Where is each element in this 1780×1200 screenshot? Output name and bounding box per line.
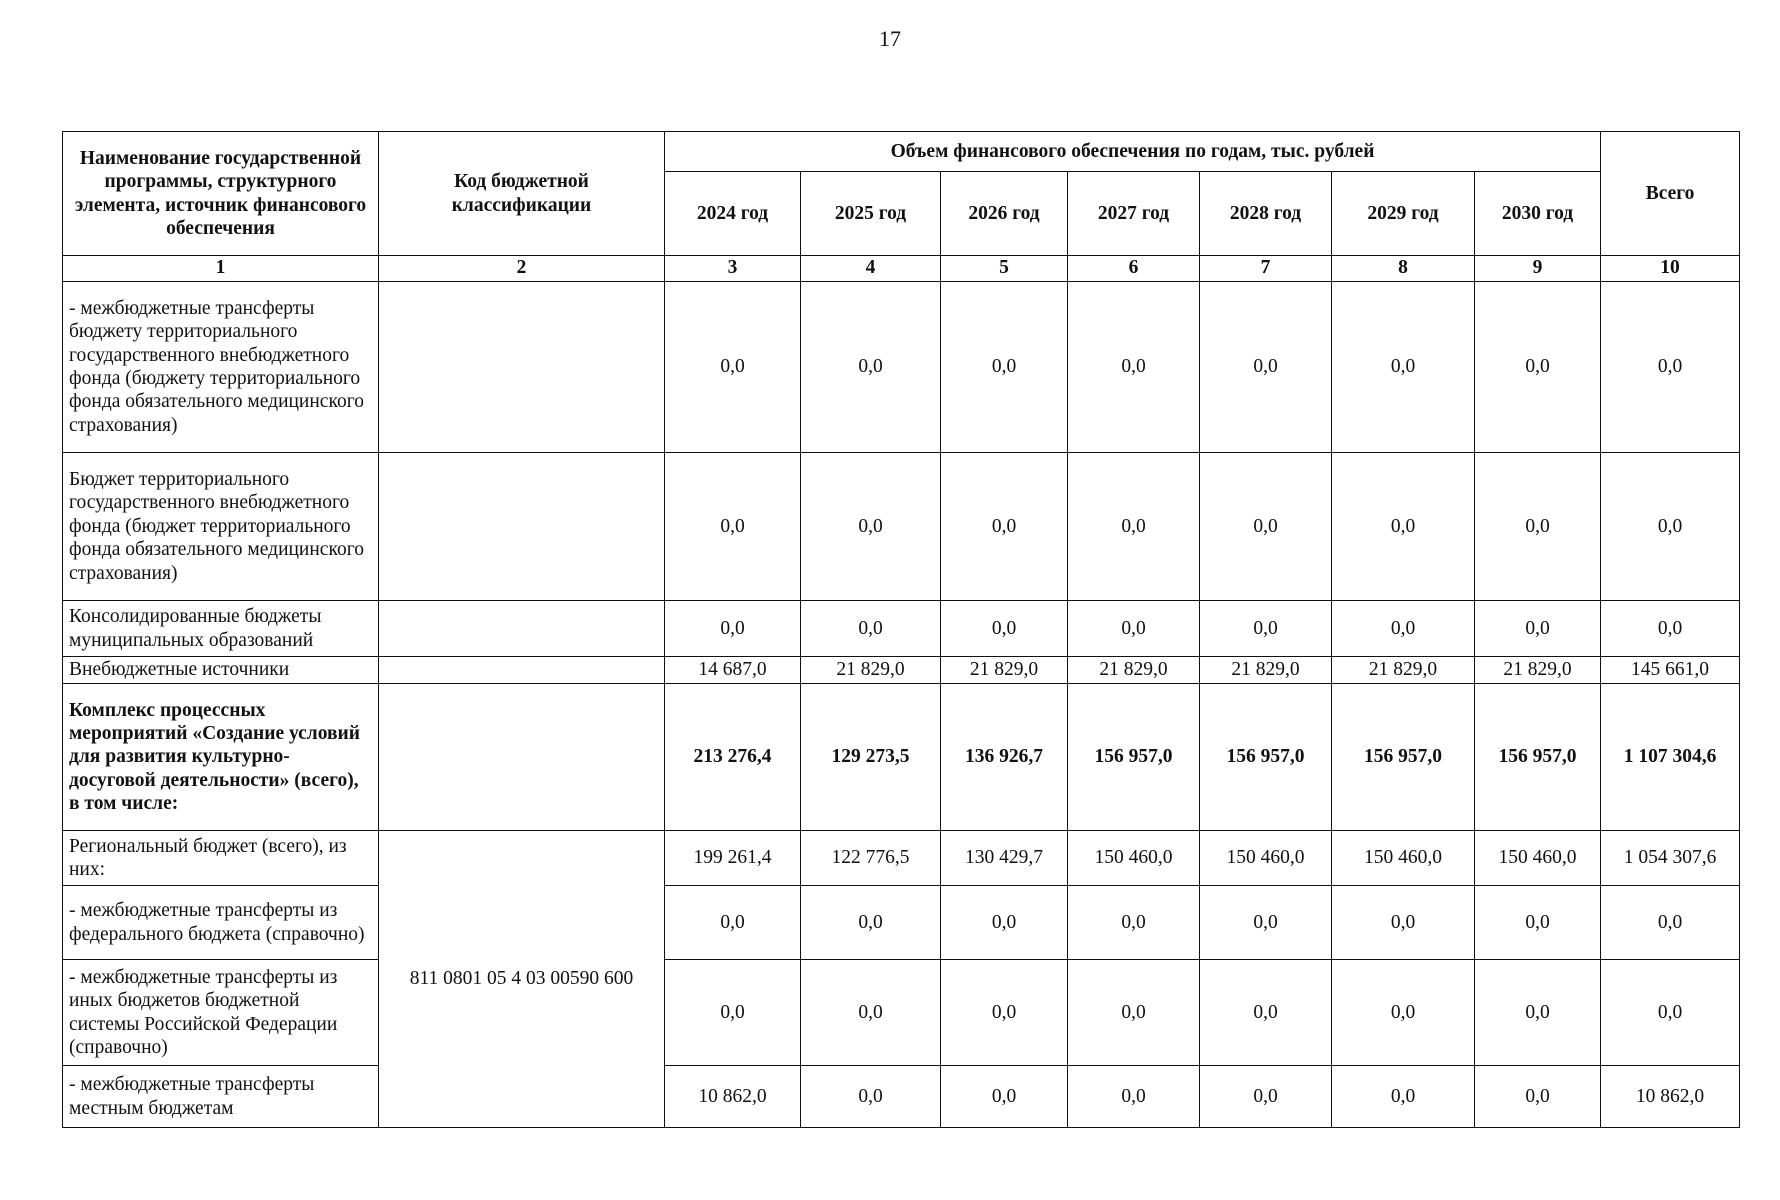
total-cell: 0,0 bbox=[1601, 282, 1740, 453]
value-cell: 21 829,0 bbox=[1475, 657, 1601, 684]
value-cell: 150 460,0 bbox=[1068, 831, 1200, 886]
column-index: 10 bbox=[1601, 256, 1740, 282]
value-cell: 213 276,4 bbox=[665, 684, 801, 831]
row-name: - межбюджетные трансферты из федерального бюджета (справочно) bbox=[63, 886, 379, 960]
value-cell: 0,0 bbox=[1200, 601, 1332, 657]
value-cell: 0,0 bbox=[1332, 601, 1475, 657]
header-year: 2027 год bbox=[1068, 172, 1200, 256]
column-index: 6 bbox=[1068, 256, 1200, 282]
value-cell: 156 957,0 bbox=[1475, 684, 1601, 831]
row-code bbox=[379, 453, 665, 601]
header-year: 2028 год bbox=[1200, 172, 1332, 256]
table-row bbox=[63, 657, 1740, 684]
row-name: Внебюджетные источники bbox=[63, 657, 379, 684]
value-cell: 0,0 bbox=[1475, 886, 1601, 960]
value-cell: 0,0 bbox=[665, 282, 801, 453]
table-row bbox=[63, 282, 1740, 453]
value-cell: 0,0 bbox=[1332, 1066, 1475, 1128]
value-cell: 0,0 bbox=[1200, 960, 1332, 1066]
value-cell: 0,0 bbox=[1200, 453, 1332, 601]
value-cell: 0,0 bbox=[1068, 1066, 1200, 1128]
row-code bbox=[379, 657, 665, 684]
value-cell: 0,0 bbox=[801, 886, 941, 960]
value-cell: 122 776,5 bbox=[801, 831, 941, 886]
row-name: Региональный бюджет (всего), из них: bbox=[63, 831, 379, 886]
value-cell: 0,0 bbox=[941, 886, 1068, 960]
value-cell: 0,0 bbox=[1475, 1066, 1601, 1128]
value-cell: 0,0 bbox=[1068, 453, 1200, 601]
value-cell: 0,0 bbox=[1332, 960, 1475, 1066]
value-cell: 0,0 bbox=[941, 1066, 1068, 1128]
column-index: 2 bbox=[379, 256, 665, 282]
row-name: - межбюджетные трансферты местным бюджетам bbox=[63, 1066, 379, 1128]
total-cell: 0,0 bbox=[1601, 960, 1740, 1066]
value-cell: 156 957,0 bbox=[1200, 684, 1332, 831]
value-cell: 0,0 bbox=[941, 282, 1068, 453]
value-cell: 156 957,0 bbox=[1068, 684, 1200, 831]
header-year: 2029 год bbox=[1332, 172, 1475, 256]
value-cell: 150 460,0 bbox=[1475, 831, 1601, 886]
value-cell: 150 460,0 bbox=[1200, 831, 1332, 886]
value-cell: 0,0 bbox=[801, 1066, 941, 1128]
column-index: 4 bbox=[801, 256, 941, 282]
value-cell: 0,0 bbox=[801, 601, 941, 657]
value-cell: 21 829,0 bbox=[1332, 657, 1475, 684]
column-index: 9 bbox=[1475, 256, 1601, 282]
value-cell: 0,0 bbox=[1068, 601, 1200, 657]
value-cell: 21 829,0 bbox=[941, 657, 1068, 684]
total-cell: 0,0 bbox=[1601, 886, 1740, 960]
value-cell: 0,0 bbox=[1200, 886, 1332, 960]
value-cell: 21 829,0 bbox=[1068, 657, 1200, 684]
table-row bbox=[63, 453, 1740, 601]
value-cell: 21 829,0 bbox=[1200, 657, 1332, 684]
value-cell: 0,0 bbox=[941, 453, 1068, 601]
column-index: 5 bbox=[941, 256, 1068, 282]
column-index: 1 bbox=[63, 256, 379, 282]
value-cell: 0,0 bbox=[1332, 886, 1475, 960]
value-cell: 0,0 bbox=[1068, 886, 1200, 960]
value-cell: 0,0 bbox=[801, 960, 941, 1066]
total-cell: 0,0 bbox=[1601, 453, 1740, 601]
page-number: 17 bbox=[879, 26, 901, 51]
total-cell: 10 862,0 bbox=[1601, 1066, 1740, 1128]
total-cell: 1 107 304,6 bbox=[1601, 684, 1740, 831]
row-code bbox=[379, 601, 665, 657]
value-cell: 0,0 bbox=[1200, 1066, 1332, 1128]
financing-table bbox=[62, 131, 1740, 1128]
value-cell: 0,0 bbox=[1475, 960, 1601, 1066]
row-name: Бюджет территориального государственного внебюджетного фонда (бюджет территориального фонда обязательного медицинского страхования) bbox=[63, 453, 379, 601]
value-cell: 129 273,5 bbox=[801, 684, 941, 831]
header-name: Наименование государственной программы, структурного элемента, источник финансового обеспечения bbox=[63, 132, 379, 256]
value-cell: 150 460,0 bbox=[1332, 831, 1475, 886]
value-cell: 130 429,7 bbox=[941, 831, 1068, 886]
value-cell: 0,0 bbox=[801, 282, 941, 453]
header-volume: Объем финансового обеспечения по годам, тыс. рублей bbox=[665, 132, 1601, 172]
header-year: 2025 год bbox=[801, 172, 941, 256]
table-row bbox=[63, 601, 1740, 657]
table-row bbox=[63, 886, 1740, 960]
table-row bbox=[63, 960, 1740, 1066]
total-cell: 145 661,0 bbox=[1601, 657, 1740, 684]
value-cell: 199 261,4 bbox=[665, 831, 801, 886]
value-cell: 0,0 bbox=[1200, 282, 1332, 453]
row-code bbox=[379, 282, 665, 453]
header-year: 2030 год bbox=[1475, 172, 1601, 256]
value-cell: 21 829,0 bbox=[801, 657, 941, 684]
value-cell: 0,0 bbox=[665, 886, 801, 960]
value-cell: 0,0 bbox=[941, 601, 1068, 657]
column-index: 7 bbox=[1200, 256, 1332, 282]
value-cell: 0,0 bbox=[1332, 453, 1475, 601]
total-cell: 0,0 bbox=[1601, 601, 1740, 657]
value-cell: 10 862,0 bbox=[665, 1066, 801, 1128]
header-code: Код бюджетной классификации bbox=[379, 132, 665, 256]
value-cell: 14 687,0 bbox=[665, 657, 801, 684]
value-cell: 0,0 bbox=[801, 453, 941, 601]
row-name: - межбюджетные трансферты из иных бюджетов бюджетной системы Российской Федерации (справочно) bbox=[63, 960, 379, 1066]
total-cell: 1 054 307,6 bbox=[1601, 831, 1740, 886]
value-cell: 0,0 bbox=[665, 960, 801, 1066]
value-cell: 156 957,0 bbox=[1332, 684, 1475, 831]
value-cell: 0,0 bbox=[665, 601, 801, 657]
merged-code-cell: 811 0801 05 4 03 00590 600 bbox=[379, 831, 665, 1128]
row-name: Консолидированные бюджеты муниципальных образований bbox=[63, 601, 379, 657]
value-cell: 0,0 bbox=[1332, 282, 1475, 453]
column-index: 8 bbox=[1332, 256, 1475, 282]
header-year: 2026 год bbox=[941, 172, 1068, 256]
value-cell: 0,0 bbox=[665, 453, 801, 601]
table-row bbox=[63, 684, 1740, 831]
row-name: - межбюджетные трансферты бюджету территориального государственного внебюджетного фонда (бюджету территориального фонда обязательного медицинского страхования) bbox=[63, 282, 379, 453]
value-cell: 0,0 bbox=[1068, 960, 1200, 1066]
column-index: 3 bbox=[665, 256, 801, 282]
value-cell: 0,0 bbox=[1475, 453, 1601, 601]
value-cell: 0,0 bbox=[1068, 282, 1200, 453]
row-name: Комплекс процессных мероприятий «Создание условий для развития культурно-досуговой деятельности» (всего), в том числе: bbox=[63, 684, 379, 831]
value-cell: 0,0 bbox=[1475, 282, 1601, 453]
value-cell: 136 926,7 bbox=[941, 684, 1068, 831]
table-row bbox=[63, 1066, 1740, 1128]
value-cell: 0,0 bbox=[1475, 601, 1601, 657]
table-row bbox=[63, 831, 1740, 886]
header-total: Всего bbox=[1601, 132, 1740, 256]
value-cell: 0,0 bbox=[941, 960, 1068, 1066]
row-code bbox=[379, 684, 665, 831]
header-year: 2024 год bbox=[665, 172, 801, 256]
